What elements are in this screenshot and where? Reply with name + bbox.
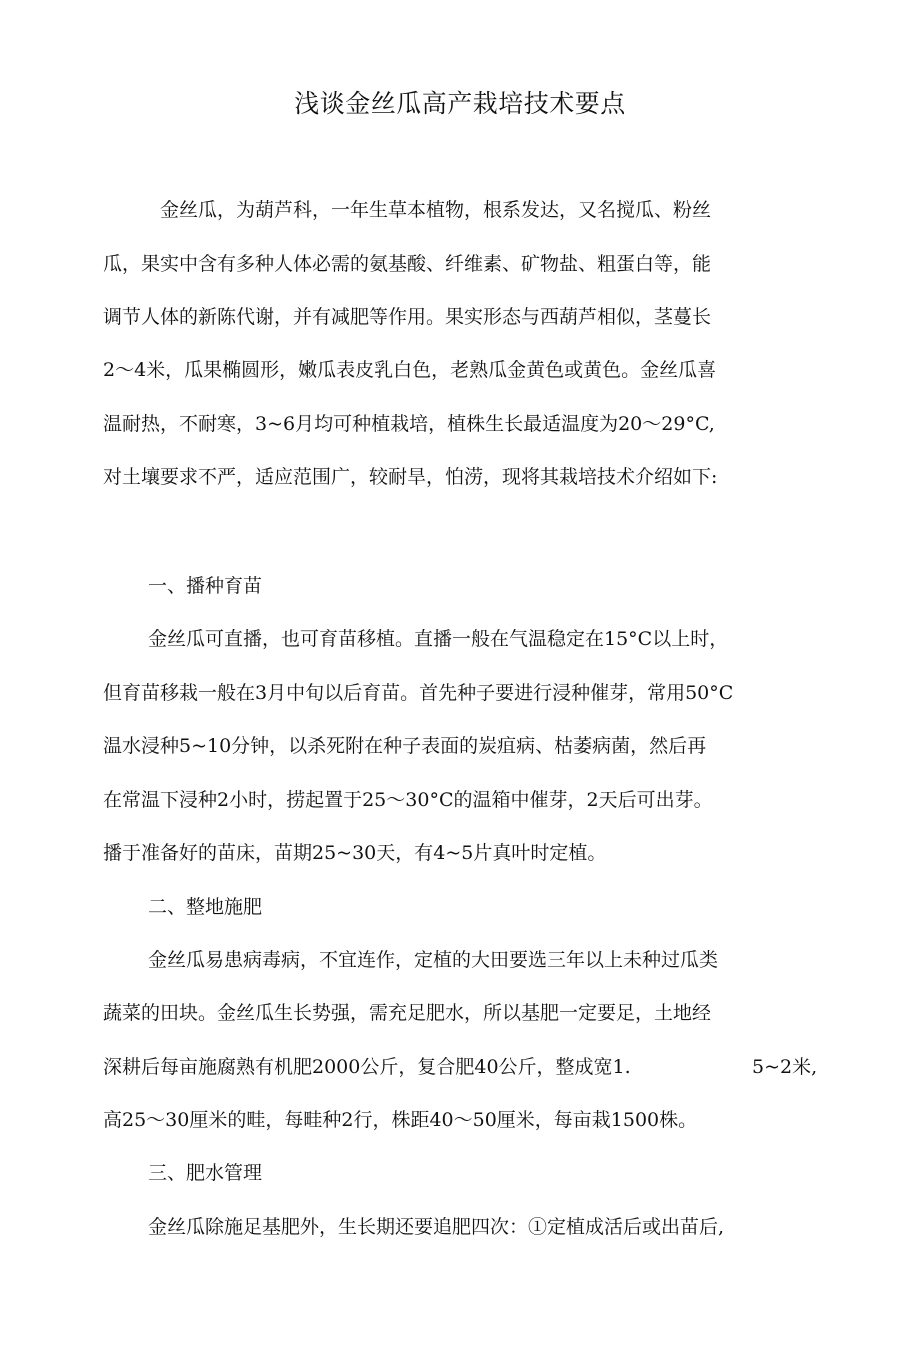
section2-line-2: 蔬菜的田块。金丝瓜生长势强，需充足肥水，所以基肥一定要足，土地经 <box>103 1002 712 1024</box>
section2-line-3: 深耕后每亩施腐熟有机肥2000公斤，复合肥40公斤，整成宽1. <box>103 1056 631 1078</box>
intro-line-3: 调节人体的新陈代谢，并有减肥等作用。果实形态与西葫芦相似，茎蔓长 <box>103 306 712 328</box>
section2-line-3-tail: 5~2米, <box>752 1056 818 1078</box>
section1-line-3: 温水浸种5~10分钟，以杀死附在种子表面的炭疽病、枯萎病菌，然后再 <box>103 735 707 757</box>
section1-line-4: 在常温下浸种2小时，捞起置于25～30°C的温箱中催芽，2天后可出芽。 <box>103 789 713 811</box>
section1-line-5: 播于准备好的苗床，苗期25~30天，有4~5片真叶时定植。 <box>103 842 607 864</box>
section3-line-1: 金丝瓜除施足基肥外，生长期还要追肥四次：①定植成活后或出苗后, <box>148 1216 725 1238</box>
section-heading-1: 一、播种育苗 <box>148 575 263 597</box>
section-heading-3: 三、肥水管理 <box>148 1162 263 1184</box>
document-title: 浅谈金丝瓜高产栽培技术要点 <box>294 89 626 118</box>
intro-line-4: 2～4米，瓜果椭圆形，嫩瓜表皮乳白色，老熟瓜金黄色或黄色。金丝瓜喜 <box>103 359 717 381</box>
section1-line-2: 但育苗移栽一般在3月中旬以后育苗。首先种子要进行浸种催芽，常用50°C <box>103 682 734 704</box>
section1-line-1: 金丝瓜可直播，也可育苗移植。直播一般在气温稳定在15°C以上时， <box>148 628 729 650</box>
intro-line-5: 温耐热，不耐寒，3~6月均可种植栽培，植株生长最适温度为20～29°C, <box>103 413 715 435</box>
section2-line-1: 金丝瓜易患病毒病，不宜连作，定植的大田要选三年以上未种过瓜类 <box>148 949 719 971</box>
section2-line-4: 高25～30厘米的畦，每畦种2行，株距40～50厘米，每亩栽1500株。 <box>103 1109 698 1131</box>
section-heading-2: 二、整地施肥 <box>148 896 263 918</box>
intro-line-1: 金丝瓜，为葫芦科，一年生草本植物，根系发达，又名搅瓜、粉丝 <box>160 199 712 221</box>
intro-line-2: 瓜，果实中含有多种人体必需的氨基酸、纤维素、矿物盐、粗蛋白等，能 <box>103 253 712 275</box>
intro-line-6: 对土壤要求不严，适应范围广，较耐旱，怕涝，现将其栽培技术介绍如下: <box>103 466 718 488</box>
